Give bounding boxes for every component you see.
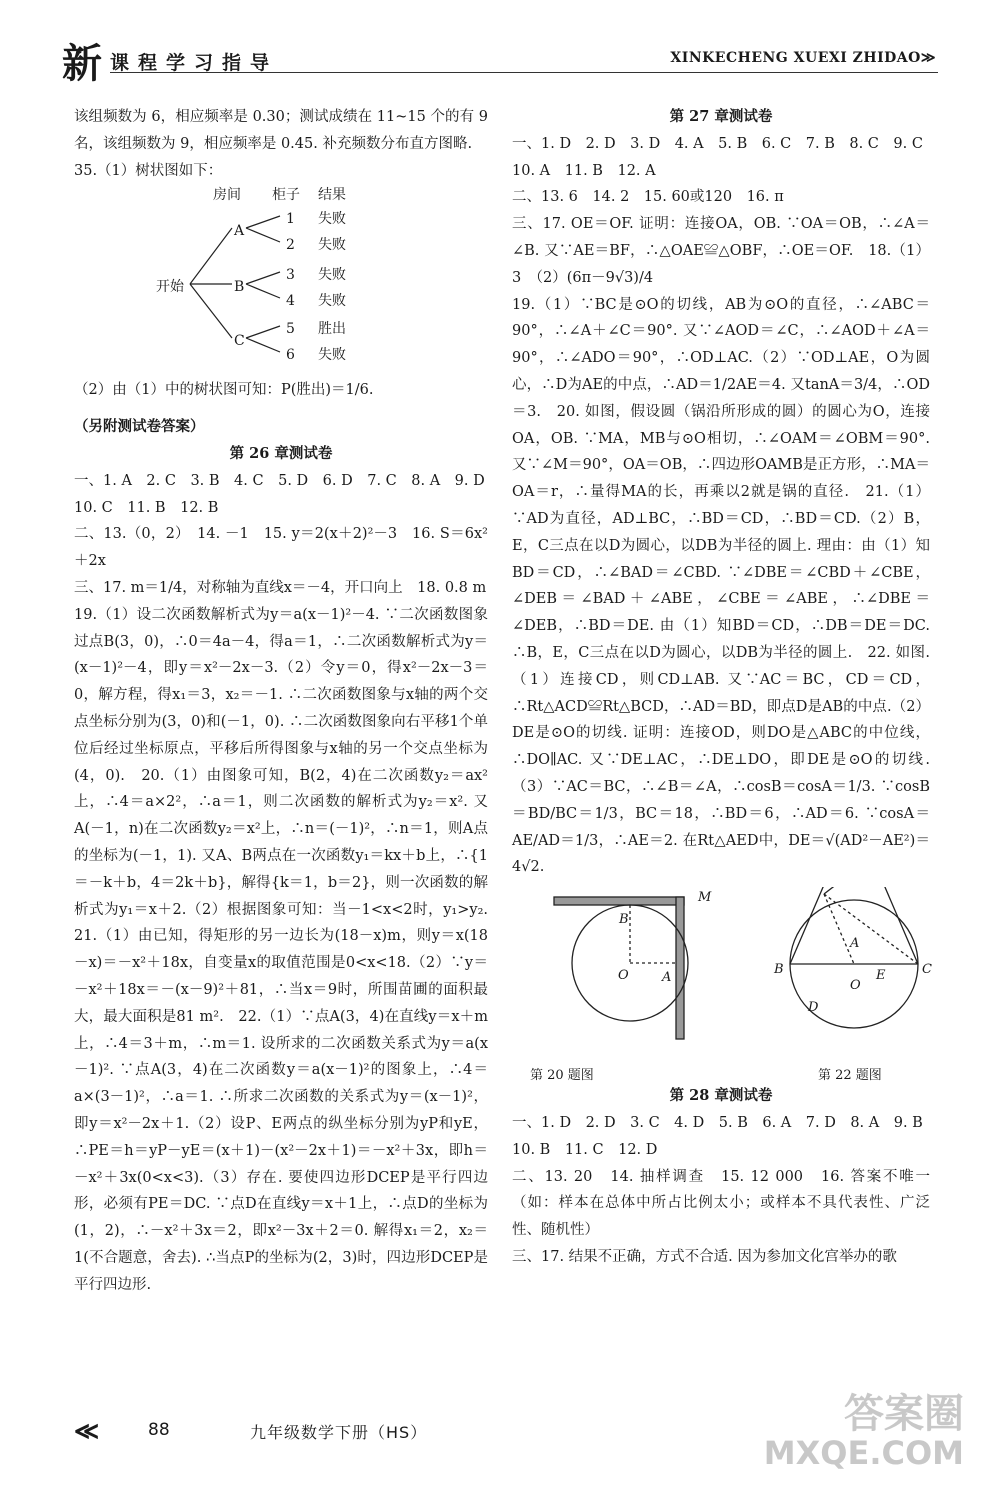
ch26-choice-2: 10. C 11. B 12. B: [74, 499, 219, 516]
tree-header-result: 结果: [318, 187, 346, 204]
tree-room-a: A: [234, 223, 245, 240]
right-column: [512, 104, 930, 1271]
tree-room-b: B: [234, 279, 245, 296]
tree-diagram: [74, 188, 488, 373]
branch-a-1: [246, 216, 280, 228]
branch-b-3: [246, 272, 280, 284]
left-column: [74, 104, 503, 1298]
ch27-choice-1: 一、1. D 2. D 3. D 4. A 5. B 6. C 7. B 8. C 9. C: [512, 135, 923, 152]
answer-34-cont: 该组频数为 6，相应频率是 0.30；测试成绩在 11~15 个的有 9 名，该组频数为 9，相应频率是 0.45. 补充频数分布直方图略.: [74, 109, 488, 152]
watermark: [764, 1393, 964, 1471]
header-logo: 新: [62, 40, 102, 87]
fig20-right-wall: [676, 897, 684, 1039]
answer-35-part2: （2）由（1）中的树状图可知：P(胜出)＝1/6.: [74, 382, 374, 399]
figures: [512, 887, 930, 1083]
chapter-26-heading: 第 26 章测试卷: [229, 444, 333, 462]
fig20-label-a: A: [662, 970, 672, 986]
ch26-fill: 二、13.（0，2） 14. －1 15. y＝2(x＋2)²－3 16. S＝6x²＋2x: [74, 526, 488, 570]
branch-c-6: [246, 338, 280, 352]
tree-result-1: 失败: [318, 211, 346, 228]
tree-cab-6: 6: [286, 347, 295, 364]
watermark-url: MXQE.COM: [763, 1434, 964, 1472]
watermark-logo: 答案圈: [844, 1391, 964, 1437]
tree-room-c: C: [234, 333, 245, 350]
tree-result-4: 失败: [318, 293, 346, 310]
tree-root: 开始: [156, 279, 184, 296]
fig22-line-dc: [824, 894, 918, 964]
ch27-choice-2: 10. A 11. B 12. A: [512, 162, 656, 179]
header-title: 课程学习指导: [110, 52, 279, 74]
tree-cab-5: 5: [286, 321, 295, 338]
fig20-label-b: B: [619, 912, 629, 928]
fig20-caption: 第 20 题图: [530, 1068, 594, 1084]
ch28-fill: 二、13. 20 14. 抽样调查 15. 12 000 16. 答案不唯一（如：样本在总体中所占比例太小；或样本不具代表性、广泛性、随机性）: [512, 1168, 930, 1239]
fig22-label-c: C: [922, 962, 932, 978]
ch28-q17: 三、17. 结果不正确，方式不合适. 因为参加文化宫举办的歌: [512, 1248, 897, 1265]
tree-header-cabinet: 柜子: [272, 187, 300, 204]
fig22-tangent-de: [824, 887, 872, 894]
fig22-caption: 第 22 题图: [818, 1068, 882, 1084]
ch27-q17-18: 三、17. OE＝OF. 证明：连接OA，OB. ∵OA＝OB，∴∠A＝∠B. 又∵AE＝BF，∴△OAE≌△OBF，∴OE＝OF. 18.（1）3 （2）(6π－9√3)/4: [512, 216, 930, 286]
fig20-label-m: M: [698, 890, 712, 906]
tree-cab-2: 2: [286, 237, 295, 254]
answer-35-intro: 35.（1）树状图如下：: [74, 162, 223, 179]
tree-result-5: 胜出: [318, 321, 346, 338]
ch28-choice-2: 10. B 11. C 12. D: [512, 1141, 658, 1158]
chapter-27-heading: 第 27 章测试卷: [669, 108, 773, 125]
branch-start-a: [190, 228, 232, 284]
ch28-choice-1: 一、1. D 2. D 3. C 4. D 5. B 6. A 7. D 8. A 9. B: [512, 1114, 923, 1131]
ch26-q17-18: 三、17. m＝1/4，对称轴为直线x＝－4，开口向上 18. 0.8 m: [74, 579, 487, 596]
fig22-label-a: A: [850, 936, 860, 951]
fig22-side-ab: [790, 887, 854, 964]
annex-heading: （另附测试卷答案）: [74, 419, 205, 436]
tree-result-3: 失败: [318, 267, 346, 284]
branch-start-c: [190, 284, 232, 338]
fig22-side-ac: [854, 887, 918, 964]
fig22-label-d: D: [808, 1000, 819, 1015]
ch27-fill: 二、13. 6 14. 2 15. 60或120 16. π: [512, 189, 784, 206]
page-number: 88: [148, 1420, 170, 1440]
branch-b-4: [246, 284, 280, 298]
footer-chevron-icon: ≪: [74, 1416, 100, 1445]
branch-a-2: [246, 228, 280, 242]
ch27-q19-22: 19.（1）∵BC是⊙O的切线，AB为⊙O的直径，∴∠ABC＝90°，∴∠A＋∠C＝90°. 又∵∠AOD＝∠C，∴∠AOD＋∠A＝90°，∴∠ADO＝90°，∴OD⊥AC.（2）∵OD⊥AE，O为圆心，∴D为AE的中点，∴AD＝1/2AE＝4. 又tanA＝3/4，∴OD＝3. 20. 如图，假设圆（锅沿所形成的圆）的圆心为O，连接OA，OB. ∵MA，MB与⊙O相切，∴∠OAM＝∠OBM＝90°. 又∵∠M＝90°，OA＝OB，∴四边形OAMB是正方形，∴MA＝OA＝r，∴量得MA的长，再乘以2就是锅的直径. 21.（1）∵AD为直径，AD⊥BC，∴BD＝CD，∴BD＝CD.（2）B，E，C三点在以D为圆心，以DB为半径的圆上. 理由：由（1）知BD＝CD，∴∠BAD＝∠CBD. ∵∠DBE＝∠CBD＋∠CBE，∠DEB＝∠BAD＋∠ABE，∠CBE＝∠ABE，∴∠DBE＝∠DEB，∴BD＝DE. 由（1）知BD＝CD，∴DB＝DE＝DC. ∴B，E，C三点在以D为圆心，以DB为半径的圆上. 22. 如图.（1）连接CD，则CD⊥AB. 又∵AC＝BC，CD＝CD，∴Rt△ACD≌Rt△BCD，∴AD＝BD，即点D是AB的中点.（2）DE是⊙O的切线. 证明：连接OD，则DO是△ABC的中位线，∴DO∥AC. 又∵DE⊥AC，∴DE⊥DO，即DE是⊙O的切线.（3）∵AC＝BC，∴∠B＝∠A，∴cosB＝cosA＝1/3. ∵cosB＝BD/BC＝1/3，BC＝18，∴BD＝6，∴AD＝6. ∵cosA＝AE/AD＝1/3，∴AE＝2. 在Rt△AED中，DE＝√(AD²－AE²)＝4√2.: [512, 296, 930, 876]
fig22-label-b: B: [774, 962, 784, 978]
figure-drawings: [512, 887, 930, 1083]
tree-cab-3: 3: [286, 267, 295, 284]
tree-header-room: 房间: [213, 187, 241, 204]
fig22-label-o: O: [850, 978, 861, 994]
tree-result-2: 失败: [318, 237, 346, 254]
tree-cab-1: 1: [286, 211, 295, 228]
tree-cab-4: 4: [286, 293, 295, 310]
book-title: 九年级数学下册（HS）: [250, 1423, 428, 1442]
branch-c-5: [246, 326, 280, 338]
tree-branches: [74, 188, 488, 373]
chapter-28-heading: 第 28 章测试卷: [669, 1087, 773, 1105]
fig20-label-o: O: [618, 968, 629, 984]
tree-result-6: 失败: [318, 347, 346, 364]
ch26-q19-22: 19.（1）设二次函数解析式为y＝a(x－1)²－4. ∵二次函数图象过点B(3，0)，∴0＝4a－4，得a＝1，∴二次函数解析式为y＝(x－1)²－4，即y＝x²－2x－3.（2）令y＝0，得x²－2x－3＝0，解方程，得x₁＝3，x₂＝－1. ∴二次函数图象与x轴的两个交点坐标分别为(3，0)和(－1，0). ∴二次函数图象向右平移1个单位后经过坐标原点，平移后所得图象与x轴的另一个交点坐标为(4，0). 20.（1）由图象可知，B(2，4)在二次函数y₂＝ax²上，∴4＝a×2²，∴a＝1，则二次函数的解析式为y₂＝x². 又A(－1，n)在二次函数y₂＝x²上，∴n＝(－1)²，∴n＝1，则A点的坐标为(－1，1). 又A、B两点在一次函数y₁＝kx＋b上，∴{1＝－k＋b，4＝2k＋b}，解得{k＝1，b＝2}，则一次函数的解析式为y₁＝x＋2.（2）根据图象可知：当－1<x<2时，y₁>y₂. 21.（1）由已知，得矩形的另一边长为(18－x)m，则y＝x(18－x)＝－x²＋18x，自变量x的取值范围是0<x<18.（2）∵y＝－x²＋18x＝－(x－9)²＋81，∴当x＝9时，所围苗圃的面积最大，最大面积是81 m². 22.（1）∵点A(3，4)在直线y＝x＋m上，∴4＝3＋m，∴m＝1. 设所求的二次函数关系式为y＝a(x－1)². ∵点A(3，4)在二次函数y＝a(x－1)²的图象上，∴4＝a×(3－1)²，∴a＝1. ∴所求二次函数的关系式为y＝(x－1)²，即y＝x²－2x＋1.（2）设P、E两点的纵坐标分别为yP和yE，∴PE＝h＝yP－yE＝(x＋1)－(x²－2x＋1)＝－x²＋3x，即h＝－x²＋3x(0<x<3).（3）存在. 要使四边形DCEP是平行四边形，必须有PE＝DC. ∵点D在直线y＝x＋1上，∴点D的坐标为(1，2)，∴－x²＋3x＝2，即x²－3x＋2＝0. 解得x₁＝2，x₂＝1(不合题意，舍去). ∴当点P的坐标为(2，3)时，四边形DCEP是平行四边形.: [74, 606, 503, 1293]
ch26-choice-1: 一、1. A 2. C 3. B 4. C 5. D 6. D 7. C 8. A 9. D: [74, 472, 485, 489]
fig22-label-e: E: [876, 968, 886, 983]
fig20-top-wall: [554, 897, 684, 905]
header-pinyin: XINKECHENG XUEXI ZHIDAO≫: [670, 50, 936, 66]
header-rule: [110, 72, 938, 73]
